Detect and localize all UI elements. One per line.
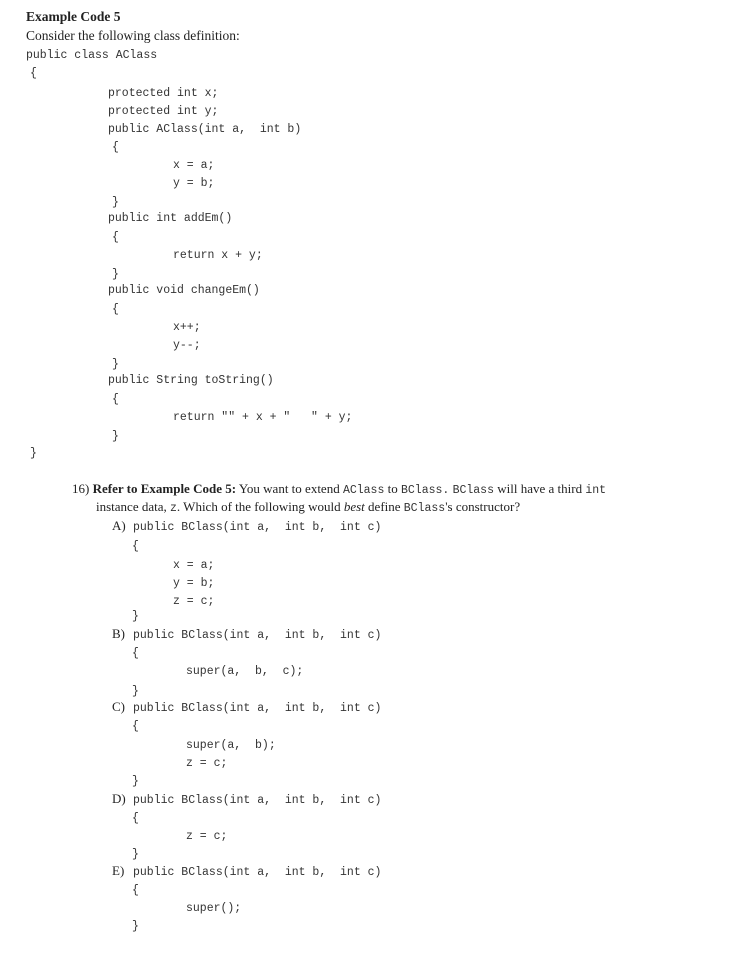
question-text: 's constructor? [445,499,521,514]
code-line: { [112,303,119,316]
code-line: } [132,920,139,933]
code-token: int [585,484,607,497]
code-line: y = b; [173,177,215,190]
code-line: x = a; [173,159,215,172]
code-line: { [112,141,119,154]
option-signature: public BClass(int a, int b, int c) [133,866,382,879]
code-line: public String toString() [108,374,274,387]
question-text: will have a third [497,481,583,496]
code-line: z = c; [186,757,228,770]
code-line: super(a, b, c); [186,665,304,678]
question-line-1 [72,481,606,497]
code-line: { [132,540,139,553]
option-signature: public BClass(int a, int b, int c) [133,794,382,807]
question-text: to [387,481,398,496]
option-label: C) [112,699,125,714]
code-line: super(a, b); [186,739,276,752]
code-line: { [132,720,139,733]
code-token: BClass [452,484,494,497]
question-emphasis: best [343,499,365,514]
code-line: { [132,812,139,825]
code-line: y = b; [173,577,215,590]
code-token: BClass [403,502,446,515]
code-line: z = c; [173,595,215,608]
option-signature: public BClass(int a, int b, int c) [133,521,382,534]
code-line: x++; [173,321,201,334]
code-line: } [112,430,119,443]
code-line: } [112,268,119,281]
option-signature: public BClass(int a, int b, int c) [133,629,382,642]
code-line: x = a; [173,559,215,572]
option-label: E) [112,863,125,878]
option-label: D) [112,791,126,806]
question-text: define [368,499,401,514]
code-line: protected int x; [108,87,219,100]
code-line: public AClass(int a, int b) [108,123,302,136]
question-number: 16) [72,481,90,496]
code-line: z = c; [186,830,228,843]
code-line: protected int y; [108,105,219,118]
code-line: public int addEm() [108,212,233,225]
code-token: z [170,502,177,515]
question-text: You want to extend [238,481,340,496]
example-title: Example Code 5 [26,9,121,24]
option-signature: public BClass(int a, int b, int c) [133,702,382,715]
option-label: B) [112,626,125,641]
code-line: } [132,848,139,861]
question-text: . Which of the following would [176,499,341,514]
code-line: y--; [173,339,201,352]
code-line: public void changeEm() [108,284,260,297]
code-line: return "" + x + " " + y; [173,411,353,424]
code-line: } [132,685,139,698]
code-token: BClass. [401,484,450,497]
question-refer: Refer to Example Code 5: [92,481,237,496]
question-text: instance data, [96,499,167,514]
code-token: AClass [342,484,385,497]
code-line: } [112,358,119,371]
code-line: } [132,610,139,623]
code-line: return x + y; [173,249,263,262]
code-line: { [132,884,139,897]
example-intro: Consider the following class definition: [26,28,240,43]
code-line: public class AClass [26,49,158,62]
option-label: A) [112,518,126,533]
code-line: { [30,67,37,80]
code-line: { [112,393,119,406]
code-line: super(); [186,902,242,915]
code-line: } [132,775,139,788]
code-line: } [112,196,119,209]
code-line: } [30,447,37,460]
question-line-2 [96,499,520,515]
code-line: { [132,647,139,660]
code-line: { [112,231,119,244]
